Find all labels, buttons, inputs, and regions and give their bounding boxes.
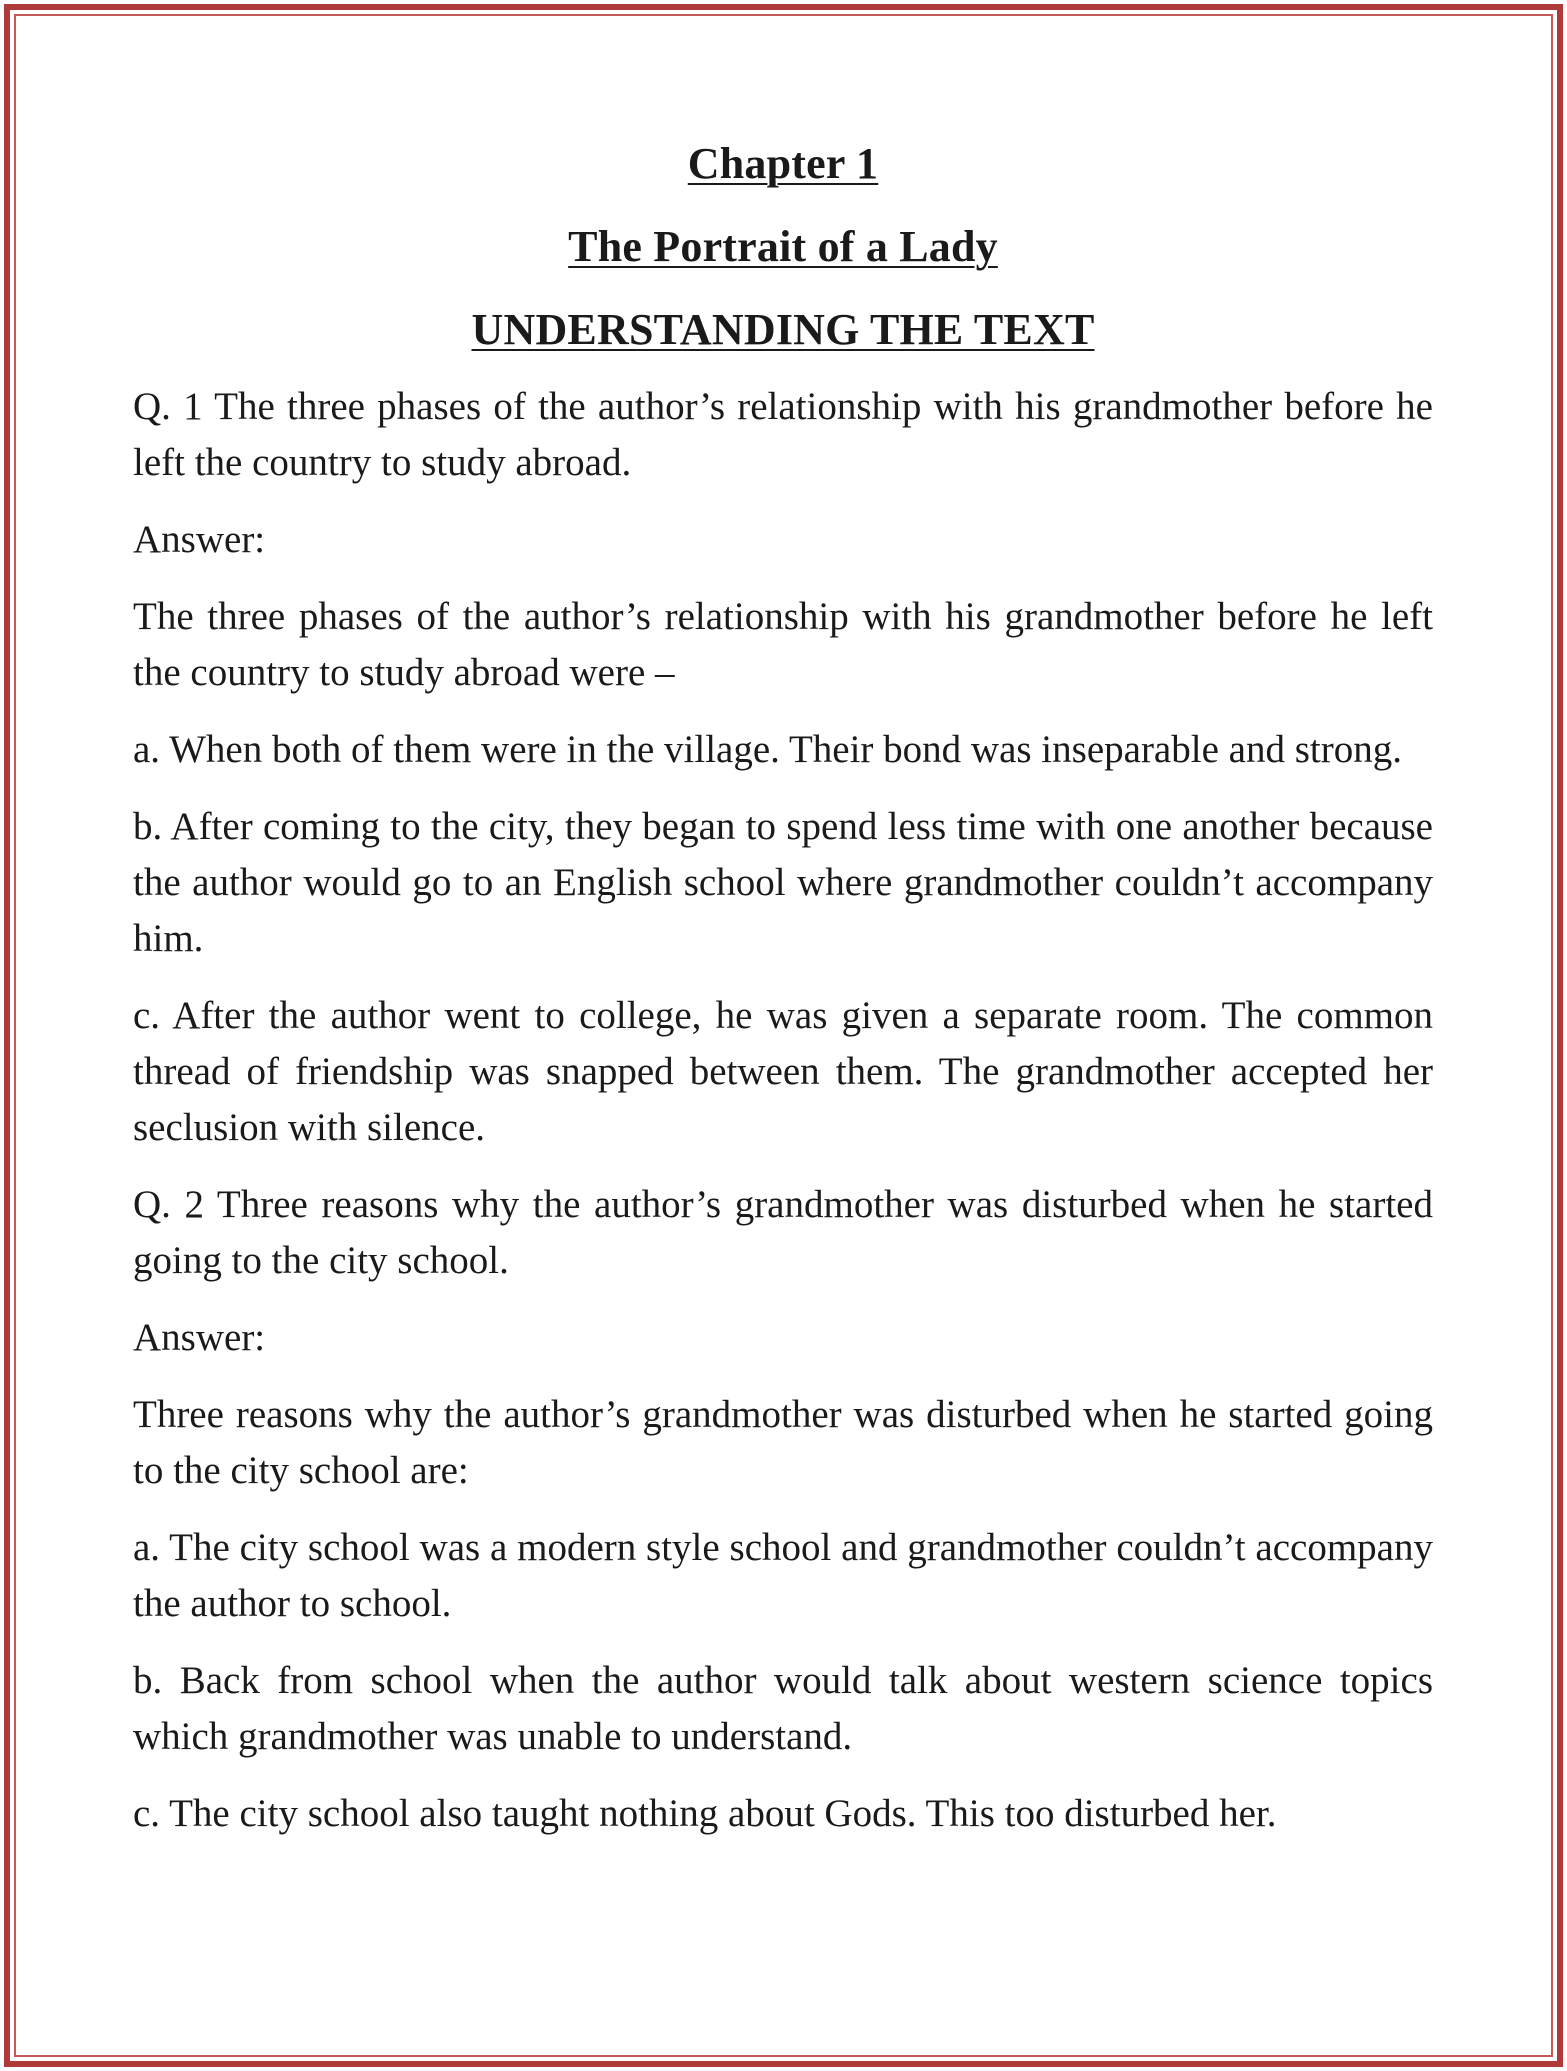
answer-2-point-b: b. Back from school when the author would talk about western science topics which grandmother was unable to understand. xyxy=(133,1659,1433,1758)
chapter-title: The Portrait of a Lady xyxy=(568,222,998,271)
question-2: Q. 2 Three reasons why the author’s grandmother was disturbed when he started going to the city school. xyxy=(133,1183,1433,1282)
answer-1-point-c: c. After the author went to college, he was given a separate room. The common thread of friendship was snapped between them. The grandmother accepted her seclusion with silence. xyxy=(133,994,1433,1149)
answer-label-2: Answer: xyxy=(133,1316,266,1359)
chapter-heading: Chapter 1 xyxy=(687,139,879,188)
answer-2-point-a: a. The city school was a modern style school and grandmother couldn’t accompany the author to school. xyxy=(133,1526,1433,1625)
answer-2-intro: Three reasons why the author’s grandmother was disturbed when he started going to the city school are: xyxy=(133,1393,1433,1492)
section-heading: UNDERSTANDING THE TEXT xyxy=(471,305,1095,354)
question-1: Q. 1 The three phases of the author’s relationship with his grandmother before he left the country to study abroad. xyxy=(133,385,1433,484)
answer-1-point-b: b. After coming to the city, they began to spend less time with one another because the author would go to an English school where grandmother couldn’t accompany him. xyxy=(133,805,1433,960)
answer-1-intro: The three phases of the author’s relationship with his grandmother before he left the country to study abroad were – xyxy=(133,595,1433,694)
answer-2-point-c: c. The city school also taught nothing about Gods. This too disturbed her. xyxy=(133,1792,1277,1835)
answer-label-1: Answer: xyxy=(133,518,266,561)
answer-1-point-a: a. When both of them were in the village. Their bond was inseparable and strong. xyxy=(133,728,1402,771)
page-content xyxy=(133,132,1433,1842)
